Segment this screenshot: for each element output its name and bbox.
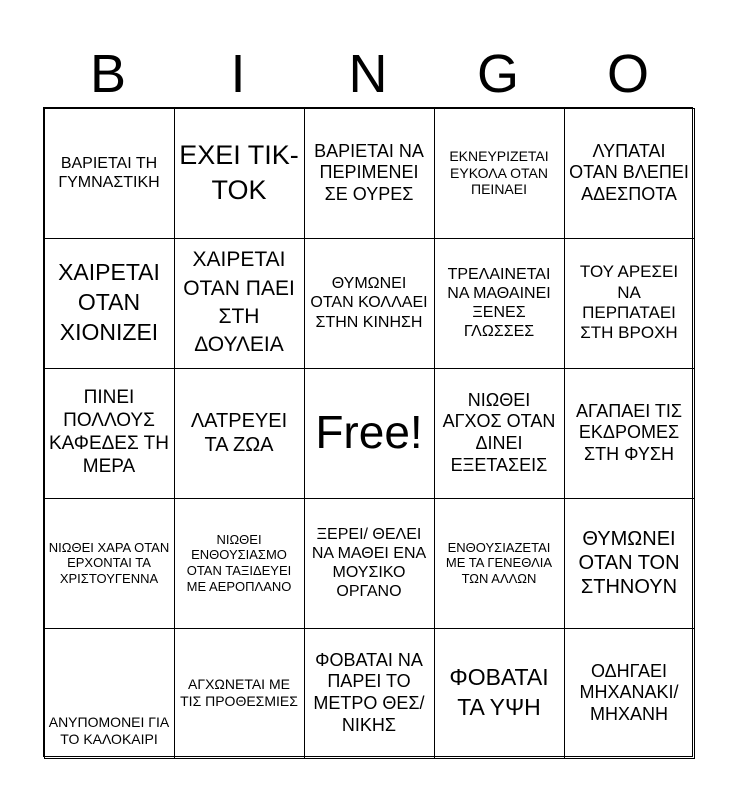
bingo-cell[interactable]: ΟΔΗΓΑΕΙ ΜΗΧΑΝΑΚΙ/ ΜΗΧΑΝΗ [564, 628, 695, 759]
bingo-cell[interactable]: ΧΑΙΡΕΤΑΙ ΟΤΑΝ ΧΙΟΝΙΖΕΙ [44, 238, 175, 369]
bingo-grid [43, 107, 693, 757]
bingo-cell[interactable]: ΝΙΩΘΕΙ ΧΑΡΑ ΟΤΑΝ ΕΡΧΟΝΤΑΙ ΤΑ ΧΡΙΣΤΟΥΓΕΝΝΑ [44, 498, 175, 629]
bingo-cell[interactable]: ΝΙΩΘΕΙ ΕΝΘΟΥΣΙΑΣΜΟ ΟΤΑΝ ΤΑΞΙΔΕΥΕΙ ΜΕ ΑΕΡΟΠΛΑΝΟ [174, 498, 305, 629]
bingo-cell[interactable]: ΤΟΥ ΑΡΕΣΕΙ ΝΑ ΠΕΡΠΑΤΑΕΙ ΣΤΗ ΒΡΟΧΗ [564, 238, 695, 369]
bingo-cell[interactable]: ΘΥΜΩΝΕΙ ΟΤΑΝ ΤΟΝ ΣΤΗΝΟΥΝ [564, 498, 695, 629]
bingo-cell[interactable]: ΑΓΧΩΝΕΤΑΙ ΜΕ ΤΙΣ ΠΡΟΘΕΣΜΙΕΣ [174, 628, 305, 759]
header-letter-n: N [348, 44, 388, 104]
bingo-cell[interactable]: ΦΟΒΑΤΑΙ ΤΑ ΥΨΗ [434, 628, 565, 759]
bingo-header [43, 40, 693, 108]
bingo-cell[interactable]: ΕΚΝΕΥΡΙΖΕΤΑΙ ΕΥΚΟΛΑ ΟΤΑΝ ΠΕΙΝΑΕΙ [434, 108, 565, 239]
bingo-cell[interactable]: ΛΑΤΡΕΥΕΙ ΤΑ ΖΩΑ [174, 368, 305, 499]
bingo-cell[interactable]: ΑΝΥΠΟΜΟΝΕΙ ΓΙΑ ΤΟ ΚΑΛΟΚΑΙΡΙ [44, 628, 175, 759]
bingo-cell[interactable]: ΕΝΘΟΥΣΙΑΖΕΤΑΙ ΜΕ ΤΑ ΓΕΝΕΘΛΙΑ ΤΩΝ ΑΛΛΩΝ [434, 498, 565, 629]
bingo-cell[interactable]: ΞΕΡΕΙ/ ΘΕΛΕΙ ΝΑ ΜΑΘΕΙ ΕΝΑ ΜΟΥΣΙΚΟ ΟΡΓΑΝΟ [304, 498, 435, 629]
bingo-cell[interactable]: ΤΡΕΛΑΙΝΕΤΑΙ ΝΑ ΜΑΘΑΙΝΕΙ ΞΕΝΕΣ ΓΛΩΣΣΕΣ [434, 238, 565, 369]
header-letter-o: O [606, 44, 649, 104]
bingo-cell[interactable]: ΛΥΠΑΤΑΙ ΟΤΑΝ ΒΛΕΠΕΙ ΑΔΕΣΠΟΤΑ [564, 108, 695, 239]
bingo-cell[interactable]: ΧΑΙΡΕΤΑΙ ΟΤΑΝ ΠΑΕΙ ΣΤΗ ΔΟΥΛΕΙΑ [174, 238, 305, 369]
header-letter-i: I [230, 44, 246, 104]
bingo-cell[interactable]: ΝΙΩΘΕΙ ΑΓΧΟΣ ΟΤΑΝ ΔΙΝΕΙ ΕΞΕΤΑΣΕΙΣ [434, 368, 565, 499]
header-letter-g: G [476, 44, 519, 104]
bingo-cell[interactable]: ΘΥΜΩΝΕΙ ΟΤΑΝ ΚΟΛΛΑΕΙ ΣΤΗΝ ΚΙΝΗΣΗ [304, 238, 435, 369]
bingo-cell[interactable]: ΠΙΝΕΙ ΠΟΛΛΟΥΣ ΚΑΦΕΔΕΣ ΤΗ ΜΕΡΑ [44, 368, 175, 499]
free-space[interactable]: Free! [304, 368, 435, 499]
header-letter-b: B [89, 44, 127, 104]
bingo-cell[interactable]: ΕΧΕΙ ΤΙΚ-ΤΟΚ [174, 108, 305, 239]
bingo-cell[interactable]: ΒΑΡΙΕΤΑΙ ΤΗ ΓΥΜΝΑΣΤΙΚΗ [44, 108, 175, 239]
bingo-cell[interactable]: ΑΓΑΠΑΕΙ ΤΙΣ ΕΚΔΡΟΜΕΣ ΣΤΗ ΦΥΣΗ [564, 368, 695, 499]
bingo-cell[interactable]: ΒΑΡΙΕΤΑΙ ΝΑ ΠΕΡΙΜΕΝΕΙ ΣΕ ΟΥΡΕΣ [304, 108, 435, 239]
bingo-cell[interactable]: ΦΟΒΑΤΑΙ ΝΑ ΠΑΡΕΙ ΤΟ ΜΕΤΡΟ ΘΕΣ/ΝΙΚΗΣ [304, 628, 435, 759]
